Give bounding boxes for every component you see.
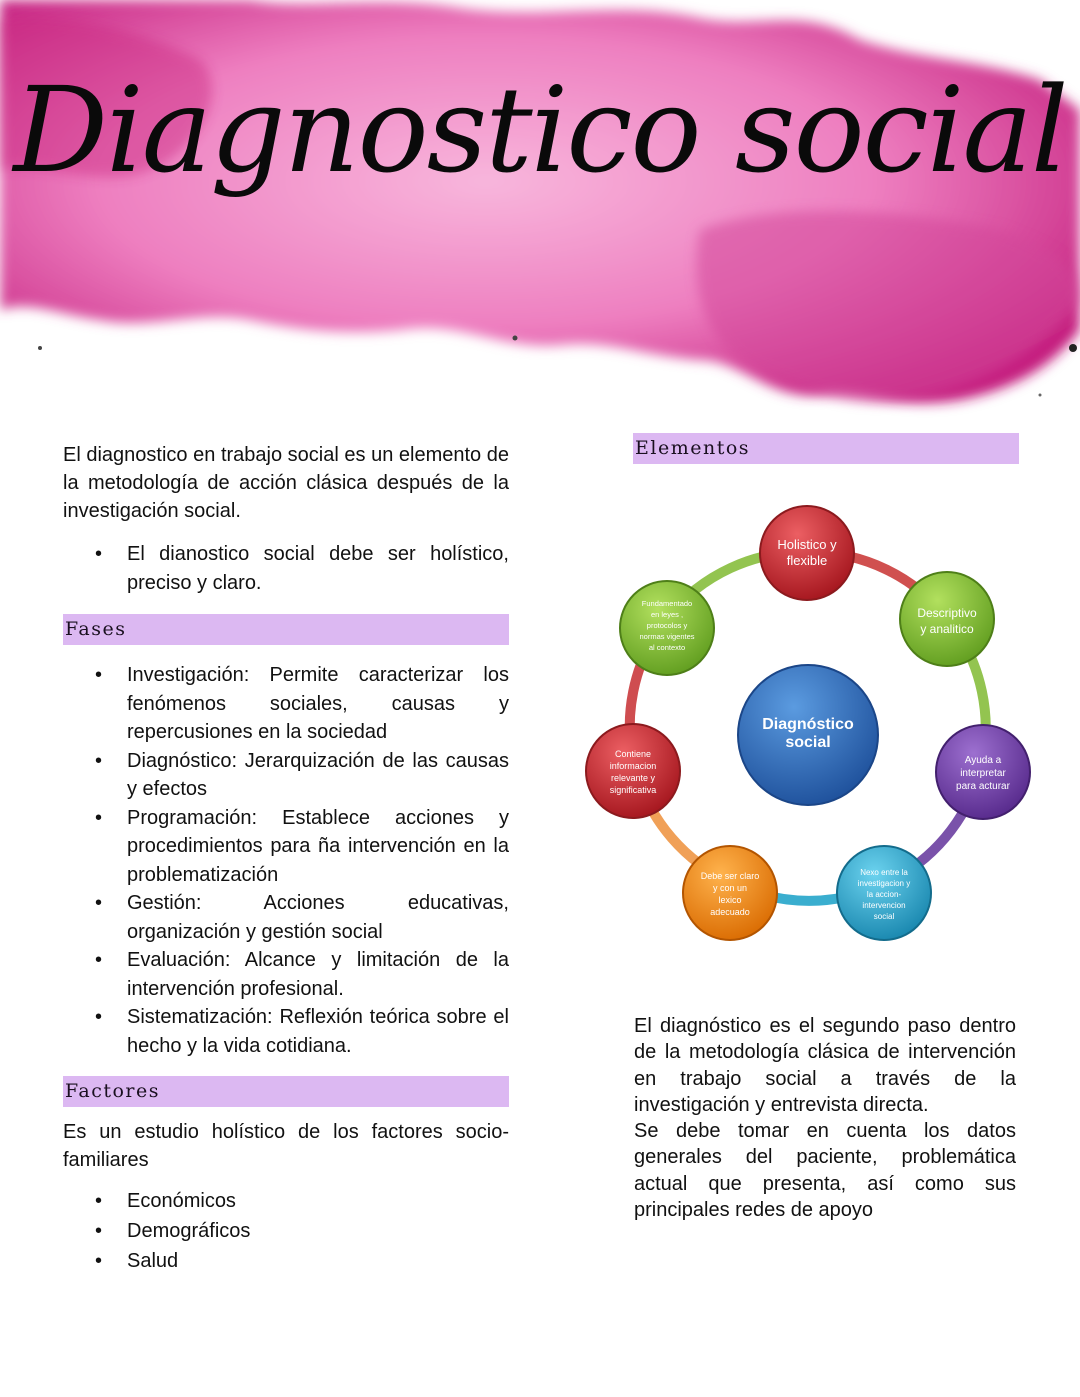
svg-text:normas vigentes: normas vigentes [639,632,695,641]
svg-text:Diagnóstico: Diagnóstico [762,716,854,733]
svg-text:intervencion: intervencion [862,901,906,910]
section-heading-fases: Fases [63,614,509,645]
node-nexo [837,846,931,940]
section-heading-factores: Factores [63,1076,509,1107]
closing-paragraph-1: El diagnóstico es el segundo paso dentro de la metodología clásica de intervención en trabajo social a través de la investigación y entrevista directa. [634,1015,1016,1116]
svg-text:Debe ser claro: Debe ser claro [700,871,760,881]
svg-text:adecuado: adecuado [710,907,750,917]
closing-paragraph-2: Se debe tomar en cuenta los datos generales del paciente, problemática actual que presenta, así como sus principales redes de apoyo [634,1120,1016,1222]
svg-text:interpretar: interpretar [960,768,1006,779]
svg-text:para acturar: para acturar [956,781,1010,792]
left-column [63,441,509,1276]
list-item: • Programación: Establece acciones y procedimientos para ña intervención en la problematización [63,804,509,890]
node-descriptivo [900,572,994,666]
list-item: • Diagnóstico: Jerarquización de las causas y efectos [63,747,509,804]
svg-text:y analitico: y analitico [920,622,974,636]
list-item: • Económicos [63,1186,509,1216]
right-column [633,433,1019,464]
svg-text:Fundamentado: Fundamentado [641,599,693,608]
node-holistico [760,506,854,600]
svg-text:al contexto: al contexto [648,643,686,652]
watercolor-banner [0,0,1080,430]
svg-text:la accion-: la accion- [866,890,902,899]
svg-text:informacion: informacion [609,761,657,771]
fases-list [63,661,509,1060]
list-item: • Sistematización: Reflexión teórica sobre el hecho y la vida cotidiana. [63,1003,509,1060]
closing-text [634,1013,1016,1223]
svg-text:y con un: y con un [712,883,748,893]
svg-text:Descriptivo: Descriptivo [917,606,977,620]
svg-text:flexible: flexible [786,553,828,568]
svg-text:Holistico y: Holistico y [777,537,837,552]
node-fundamentado [620,581,714,675]
intro-paragraph: El diagnostico en trabajo social es un elemento de la metodología de acción clásica después de la investigación social. [63,444,509,522]
svg-text:relevante y: relevante y [610,773,656,783]
list-item: • Investigación: Permite caracterizar los fenómenos sociales, causas y repercusiones en la sociedad [63,661,509,747]
svg-text:significativa: significativa [609,785,657,795]
svg-text:Ayuda a: Ayuda a [964,755,1002,766]
factores-list [63,1186,509,1276]
svg-text:lexico: lexico [718,895,742,905]
list-item: • Salud [63,1246,509,1276]
elementos-cycle-diagram [580,495,1040,955]
svg-text:social: social [785,734,831,751]
node-ayuda [936,725,1030,819]
page-title: Diagnostico social [13,61,1067,199]
svg-text:protocolos y: protocolos y [646,621,688,630]
svg-text:social: social [873,912,895,921]
list-item: • Evaluación: Alcance y limitación de la intervención profesional. [63,946,509,1003]
node-contiene [586,724,680,818]
section-heading-elementos: Elementos [633,433,1019,464]
svg-text:Nexo entre la: Nexo entre la [860,868,908,877]
list-item: • El dianostico social debe ser holístico, preciso y claro. [63,540,509,597]
node-debe-ser-claro [683,846,777,940]
svg-text:investigacion y: investigacion y [857,879,911,888]
factores-paragraph: Es un estudio holístico de los factores socio-familiares [63,1121,509,1171]
svg-text:Contiene: Contiene [614,749,652,759]
list-item: • Gestión: Acciones educativas, organización y gestión social [63,889,509,946]
list-item: • Demográficos [63,1216,509,1246]
svg-text:en leyes ,: en leyes , [650,610,684,619]
intro-list [63,540,509,597]
